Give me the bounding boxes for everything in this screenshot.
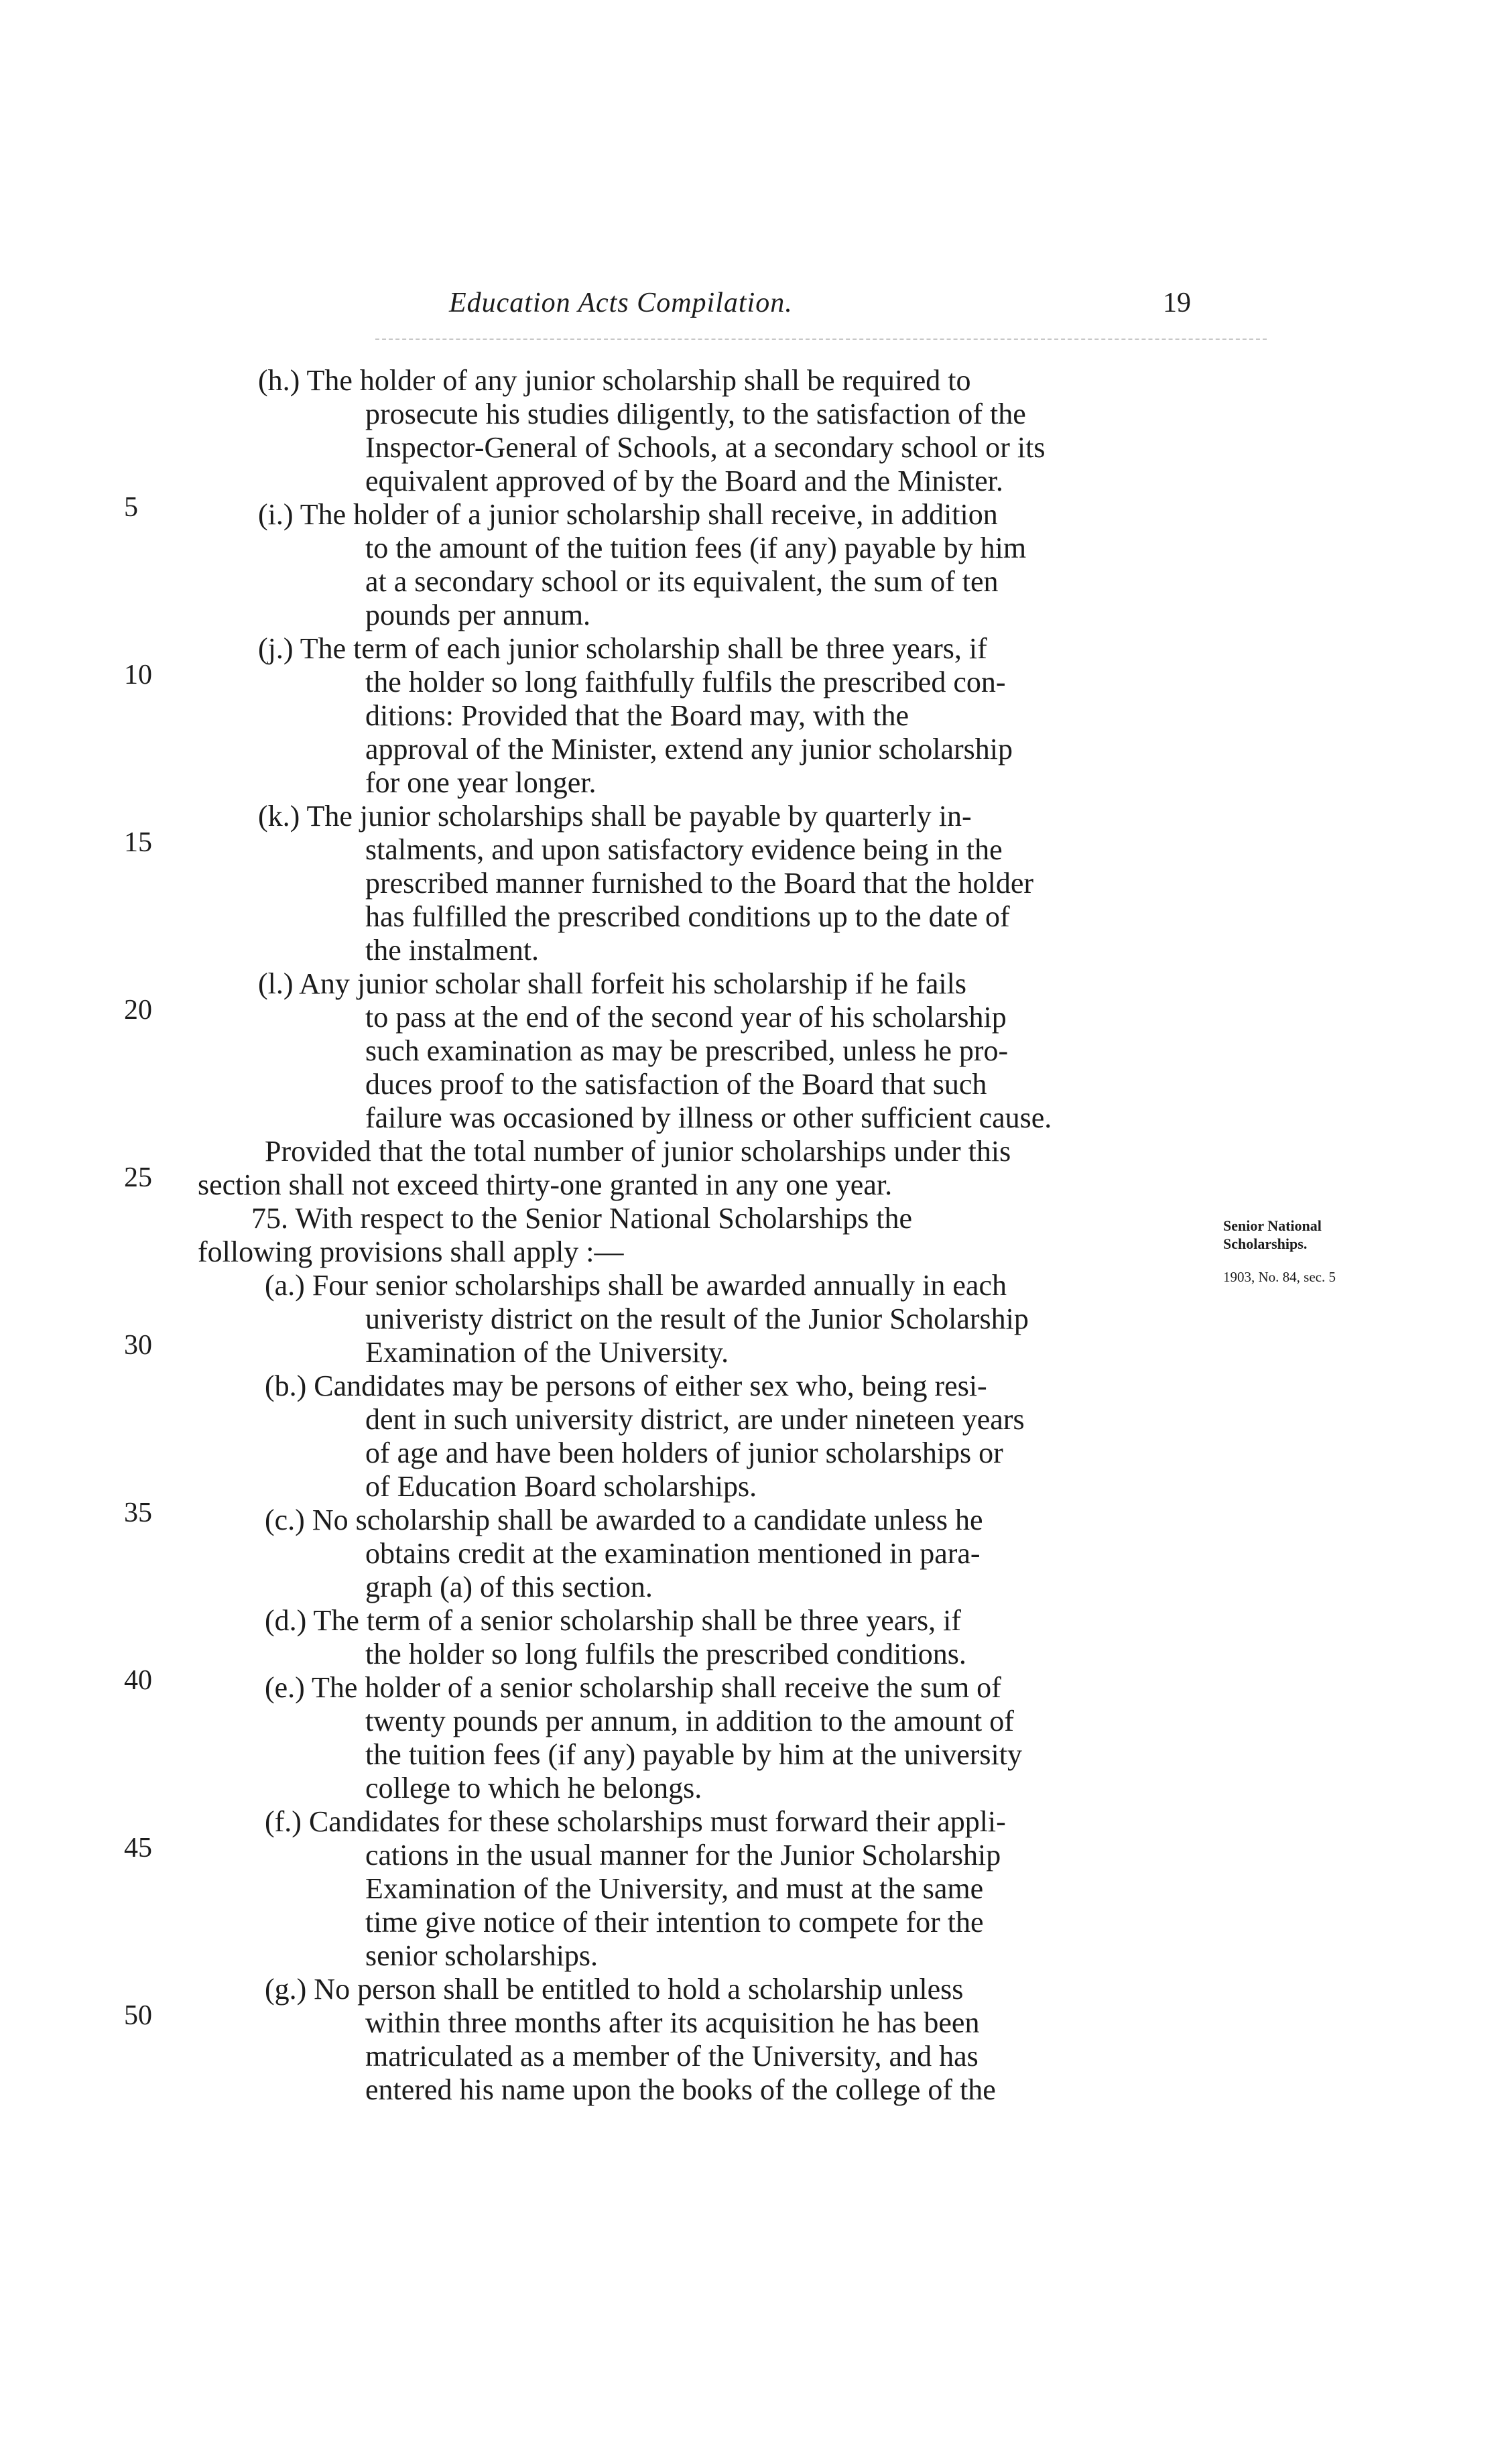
line-number: 25	[124, 1162, 152, 1193]
text-line: (h.) The holder of any junior scholarship shall be required to	[258, 364, 971, 397]
text-line: the instalment.	[365, 934, 540, 967]
text-line: equivalent approved of by the Board and the Minister.	[365, 465, 1003, 497]
line-number: 35	[124, 1497, 152, 1528]
text-line: the tuition fees (if any) payable by him at the university	[365, 1738, 1022, 1771]
text-line: matriculated as a member of the University, and has	[365, 2040, 979, 2073]
text-line: duces proof to the satisfaction of the Board that such	[365, 1068, 987, 1101]
text-line: section shall not exceed thirty-one granted in any one year.	[198, 1168, 893, 1201]
text-line: such examination as may be prescribed, unless he pro-	[365, 1034, 1009, 1067]
text-line: 75. With respect to the Senior National Scholarships the	[251, 1202, 913, 1235]
text-line: prescribed manner furnished to the Board that the holder	[365, 867, 1034, 900]
text-line: (d.) The term of a senior scholarship shall be three years, if	[265, 1604, 961, 1637]
text-line: pounds per annum.	[365, 599, 591, 631]
text-line: (a.) Four senior scholarships shall be awarded annually in each	[265, 1269, 1007, 1302]
text-line: dent in such university district, are under nineteen years	[365, 1403, 1025, 1436]
text-line: time give notice of their intention to compete for the	[365, 1906, 984, 1939]
text-line: of age and have been holders of junior scholarships or	[365, 1436, 1003, 1469]
text-line: at a secondary school or its equivalent, the sum of ten	[365, 565, 999, 598]
text-line: (l.) Any junior scholar shall forfeit his scholarship if he fails	[258, 967, 966, 1000]
text-line: obtains credit at the examination mentioned in para-	[365, 1537, 981, 1570]
line-number: 30	[124, 1330, 152, 1361]
text-line: (i.) The holder of a junior scholarship shall receive, in addition	[258, 498, 998, 531]
page-header	[0, 287, 1512, 327]
line-number: 15	[124, 827, 152, 858]
text-line: within three months after its acquisition he has been	[365, 2006, 980, 2039]
margin-note-title: Senior National	[1223, 1217, 1322, 1234]
text-line: approval of the Minister, extend any junior scholarship	[365, 733, 1013, 765]
text-line: stalments, and upon satisfactory evidence being in the	[365, 833, 1003, 866]
text-line: college to which he belongs.	[365, 1772, 702, 1804]
text-line: (f.) Candidates for these scholarships must forward their appli-	[265, 1805, 1006, 1838]
text-line: entered his name upon the books of the college of the	[365, 2073, 996, 2106]
text-line: failure was occasioned by illness or other sufficient cause.	[365, 1101, 1052, 1134]
margin-note-title: Scholarships.	[1223, 1235, 1308, 1252]
line-number: 50	[124, 2000, 152, 2031]
text-line: for one year longer.	[365, 766, 596, 799]
text-line: cations in the usual manner for the Junior Scholarship	[365, 1839, 1001, 1872]
text-line: senior scholarships.	[365, 1939, 598, 1972]
text-line: the holder so long faithfully fulfils the prescribed con-	[365, 666, 1006, 698]
header-rule	[375, 339, 1267, 340]
line-number: 5	[124, 492, 138, 523]
text-line: ditions: Provided that the Board may, with the	[365, 699, 909, 732]
text-line: (b.) Candidates may be persons of either sex who, being resi-	[265, 1369, 987, 1402]
text-line: univeristy district on the result of the Junior Scholarship	[365, 1302, 1029, 1335]
text-line: prosecute his studies diligently, to the satisfaction of the	[365, 397, 1026, 430]
text-line: Provided that the total number of junior scholarships under this	[265, 1135, 1011, 1168]
line-number: 45	[124, 1833, 152, 1863]
text-line: to pass at the end of the second year of his scholarship	[365, 1001, 1007, 1034]
text-line: (c.) No scholarship shall be awarded to a candidate unless he	[265, 1504, 983, 1536]
text-line: (k.) The junior scholarships shall be payable by quarterly in-	[258, 800, 972, 833]
text-line: following provisions shall apply :—	[198, 1235, 624, 1268]
margin-note-citation: 1903, No. 84, sec. 5	[1223, 1269, 1336, 1285]
line-number: 10	[124, 660, 152, 690]
text-line: to the amount of the tuition fees (if any) payable by him	[365, 532, 1027, 564]
text-line: Examination of the University, and must at the same	[365, 1872, 984, 1905]
text-line: (j.) The term of each junior scholarship shall be three years, if	[258, 632, 987, 665]
running-title: Education Acts Compilation.	[449, 288, 793, 318]
line-number: 40	[124, 1665, 152, 1696]
page-number: 19	[1163, 288, 1191, 318]
text-line: the holder so long fulfils the prescribed conditions.	[365, 1638, 966, 1670]
text-line: has fulfilled the prescribed conditions up to the date of	[365, 900, 1010, 933]
text-line: graph (a) of this section.	[365, 1571, 653, 1603]
text-line: (g.) No person shall be entitled to hold a scholarship unless	[265, 1973, 964, 2006]
text-line: twenty pounds per annum, in addition to the amount of	[365, 1705, 1014, 1737]
text-line: Examination of the University.	[365, 1336, 729, 1369]
text-line: (e.) The holder of a senior scholarship shall receive the sum of	[265, 1671, 1001, 1704]
text-line: of Education Board scholarships.	[365, 1470, 757, 1503]
line-number: 20	[124, 995, 152, 1026]
text-line: Inspector-General of Schools, at a secondary school or its	[365, 431, 1046, 464]
